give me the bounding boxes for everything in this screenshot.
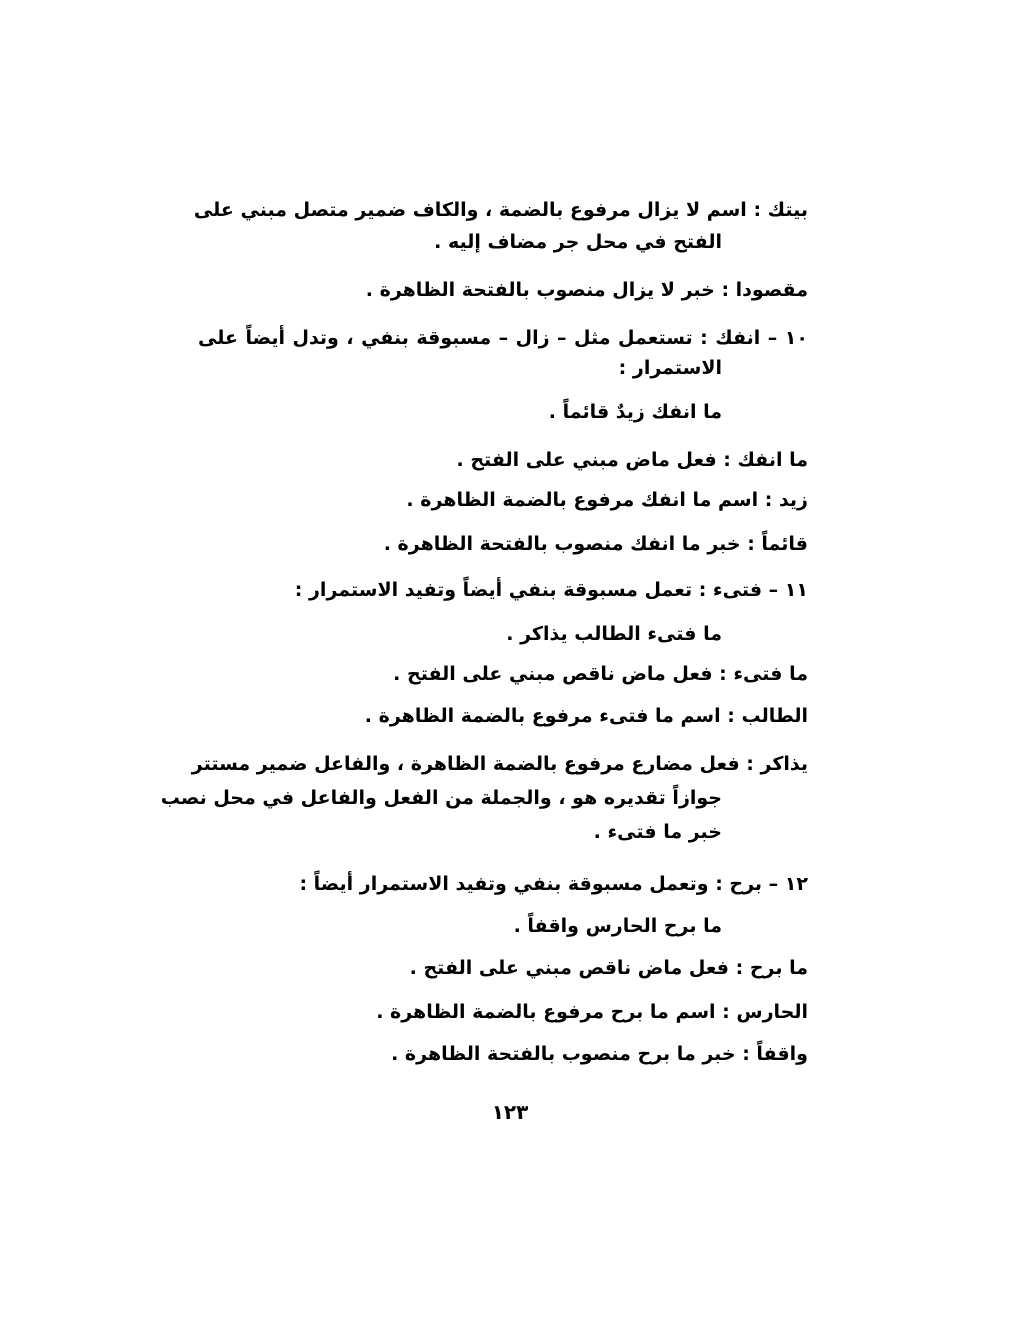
text-line: خبر ما فتىء . [593,821,722,843]
parsing-line: الطالب : اسم ما فتىء مرفوع بالضمة الظاهرة . [364,705,808,727]
text-line: جوازاً تقديره هو ، والجملة من الفعل والفاعل في محل نصب [160,787,722,809]
parsing-line: ما برح : فعل ماض ناقص مبني على الفتح . [409,957,808,979]
parsing-line: ما فتىء : فعل ماض ناقص مبني على الفتح . [393,663,808,685]
example-sentence: ما برح الحارس واقفاً . [513,915,722,937]
parsing-line: ما انفك : فعل ماض مبني على الفتح . [456,449,808,471]
text-line: الاستمرار : [618,357,722,379]
text-line: بيتك : اسم لا يزال مرفوع بالضمة ، والكاف ضمير متصل مبني على [193,199,808,221]
example-sentence: ما فتىء الطالب يذاكر . [506,623,722,645]
numbered-item-heading: ١٢ – برح : وتعمل مسبوقة بنفي وتفيد الاستمرار أيضاً : [299,873,808,895]
page-number: ١٢٣ [491,1100,529,1124]
parsing-line: قائماً : خبر ما انفك منصوب بالفتحة الظاهرة . [383,533,808,555]
parsing-line: زيد : اسم ما انفك مرفوع بالضمة الظاهرة . [406,489,808,511]
numbered-item-heading: ١١ – فتىء : تعمل مسبوقة بنفي أيضاً وتفيد الاستمرار : [294,579,808,601]
parsing-line: الحارس : اسم ما برح مرفوع بالضمة الظاهرة . [376,1001,808,1023]
text-line: مقصودا : خبر لا يزال منصوب بالفتحة الظاهرة . [365,279,808,301]
parsing-line: واقفاً : خبر ما برح منصوب بالفتحة الظاهرة . [391,1043,808,1065]
numbered-item-heading: ١٠ – انفك : تستعمل مثل – زال – مسبوقة بنفي ، وتدل أيضاً على [198,327,808,349]
parsing-line: يذاكر : فعل مضارع مرفوع بالضمة الظاهرة ، والفاعل ضمير مستتر [191,753,808,775]
example-sentence: ما انفك زيدٌ قائماً . [548,401,722,423]
text-line: الفتح في محل جر مضاف إليه . [434,231,722,253]
